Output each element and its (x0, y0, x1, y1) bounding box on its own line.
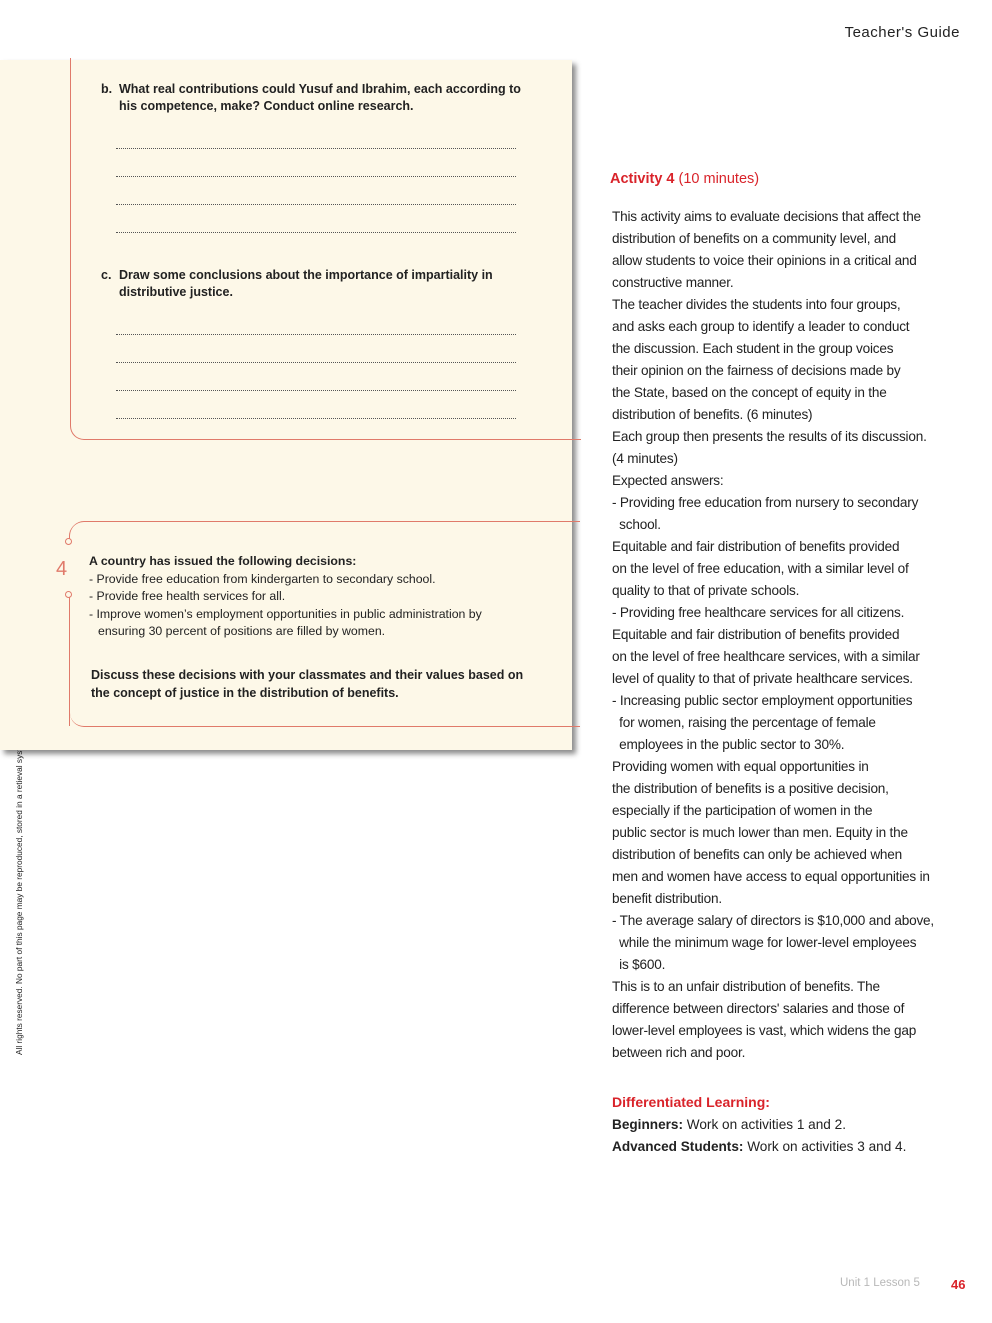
guide-line: level of quality to that of private healthcare services. (612, 671, 913, 686)
guide-line: on the level of free healthcare services, with a similar (612, 649, 920, 664)
guide-text (612, 209, 934, 1067)
answer-line[interactable] (116, 204, 516, 205)
guide-line: - Providing free education from nursery to secondary (612, 495, 919, 510)
guide-line: This activity aims to evaluate decisions that affect the (612, 209, 921, 224)
guide-line: - Increasing public sector employment opportunities (612, 693, 913, 708)
guide-line: This is to an unfair distribution of benefits. The (612, 979, 880, 994)
guide-line: difference between directors' salaries and those of (612, 1001, 905, 1016)
guide-line: especially if the participation of women in the (612, 803, 873, 818)
guide-line: (4 minutes) (612, 451, 678, 466)
guide-line: for women, raising the percentage of female (612, 715, 876, 730)
activity-duration: (10 minutes) (678, 171, 760, 187)
activity-heading (610, 171, 759, 187)
answer-line[interactable] (116, 334, 516, 335)
guide-line: distribution of benefits on a community level, and (612, 231, 896, 246)
guide-line: is $600. (612, 957, 666, 972)
student-worksheet (0, 60, 572, 750)
guide-line: - The average salary of directors is $10,000 and above, (612, 913, 934, 928)
question-text: Draw some conclusions about the importance of impartiality in distributive justice. (119, 268, 493, 299)
guide-line: lower-level employees is vast, which widens the gap (612, 1023, 917, 1038)
answer-line[interactable] (116, 232, 516, 233)
guide-line: the State, based on the concept of equity in the (612, 385, 887, 400)
footer-unit: Unit 1 Lesson 5 (840, 1277, 920, 1289)
guide-line: Each group then presents the results of its discussion. (612, 429, 927, 444)
guide-line: Providing women with equal opportunities in (612, 759, 869, 774)
question-c (101, 267, 521, 301)
decision-item: - Improve women’s employment opportunities in public administration by ensuring 30 percent of positions are filled by women. (89, 606, 482, 639)
answer-line[interactable] (116, 390, 516, 391)
guide-line: their opinion on the fairness of decisions made by (612, 363, 901, 378)
guide-line: Equitable and fair distribution of benefits provided (612, 539, 900, 554)
guide-line: school. (612, 517, 661, 532)
discussion-task: Discuss these decisions with your classmates and their values based on the concept of justice in the distribution of benefits. (91, 668, 524, 700)
decision-item: - Provide free education from kindergarten to secondary school. (89, 571, 436, 586)
guide-line: distribution of benefits. (6 minutes) (612, 407, 813, 422)
page-number: 46 (951, 1277, 966, 1292)
decisions-intro: A country has issued the following decisions: (89, 554, 357, 568)
guide-line: benefit distribution. (612, 891, 722, 906)
connector-dot (65, 591, 72, 598)
guide-line: constructive manner. (612, 275, 734, 290)
guide-line: Equitable and fair distribution of benefits provided (612, 627, 900, 642)
guide-line: the distribution of benefits is a positive decision, (612, 781, 889, 796)
questions-box (70, 58, 581, 440)
differentiated-learning-heading: Differentiated Learning: (612, 1094, 770, 1110)
guide-line: between rich and poor. (612, 1045, 746, 1060)
beginners-text: Work on activities 1 and 2. (683, 1117, 846, 1132)
question-text: What real contributions could Yusuf and Ibrahim, each according to his competence, make? Conduct online research. (119, 82, 521, 113)
guide-line: - Providing free healthcare services for all citizens. (612, 605, 905, 620)
guide-line: employees in the public sector to 30%. (612, 737, 845, 752)
question-label: c. (101, 268, 112, 282)
guide-line: quality to that of private schools. (612, 583, 800, 598)
guide-line: and asks each group to identify a leader to conduct (612, 319, 910, 334)
guide-line: The teacher divides the students into four groups, (612, 297, 901, 312)
advanced-row (612, 1139, 906, 1154)
guide-line: distribution of benefits can only be achieved when (612, 847, 903, 862)
advanced-label: Advanced Students: (612, 1139, 744, 1154)
header-title: Teacher's Guide (844, 24, 960, 41)
guide-line: allow students to voice their opinions in a critical and (612, 253, 917, 268)
question-label: b. (101, 82, 113, 96)
advanced-text: Work on activities 3 and 4. (743, 1139, 907, 1154)
answer-line[interactable] (116, 148, 516, 149)
activity-number: 4 (56, 558, 68, 580)
guide-line: men and women have access to equal opportunities in (612, 869, 930, 884)
decisions-list (89, 553, 529, 641)
decision-item: - Provide free health services for all. (89, 589, 286, 604)
beginners-row (612, 1117, 846, 1132)
guide-line: the discussion. Each student in the group voices (612, 341, 894, 356)
answer-line[interactable] (116, 176, 516, 177)
answer-line[interactable] (116, 362, 516, 363)
answer-line[interactable] (116, 418, 516, 419)
question-b (101, 81, 531, 115)
connector-dot (65, 538, 72, 545)
beginners-label: Beginners: (612, 1117, 684, 1132)
guide-line: public sector is much lower than men. Equity in the (612, 825, 908, 840)
guide-line: while the minimum wage for lower-level employees (612, 935, 917, 950)
guide-line: Expected answers: (612, 473, 724, 488)
guide-line: on the level of free education, with a similar level of (612, 561, 909, 576)
activity-title: Activity 4 (610, 171, 675, 187)
